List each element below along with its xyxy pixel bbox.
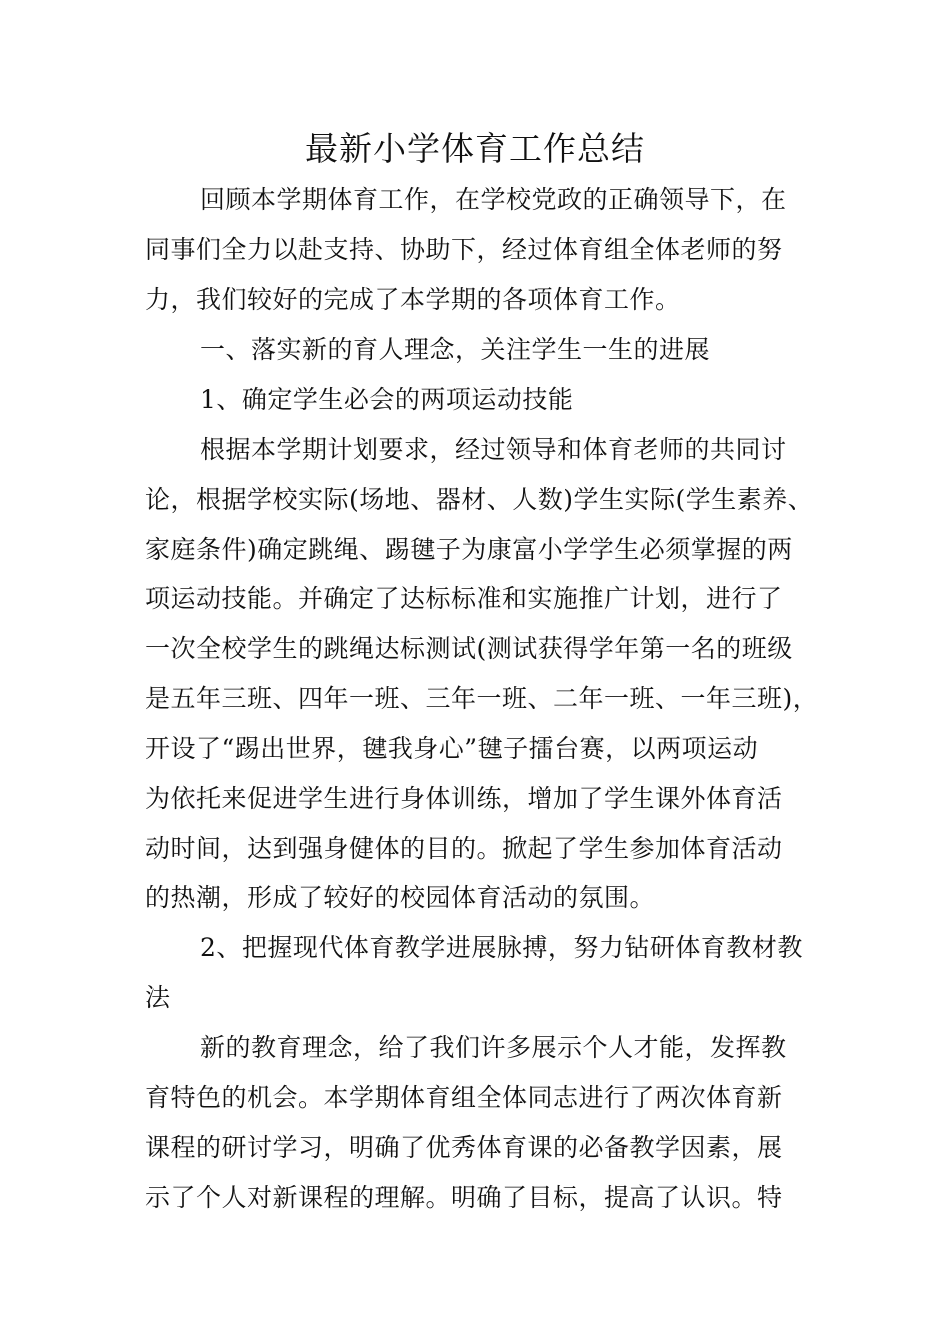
- subsection-heading-continued: 法: [145, 983, 171, 1012]
- subsection-heading: 1、确定学生必会的两项运动技能: [200, 385, 574, 414]
- paragraph-line: 育特色的机会。本学期体育组全体同志进行了两次体育新: [145, 1083, 783, 1112]
- subsection-heading: 2、把握现代体育教学进展脉搏，努力钻研体育教材教: [200, 933, 803, 962]
- section-heading: 一、落实新的育人理念，关注学生一生的进展: [200, 335, 711, 364]
- paragraph-line: 示了个人对新课程的理解。明确了目标，提高了认识。特: [145, 1183, 783, 1212]
- paragraph-line: 项运动技能。并确定了达标标准和实施推广计划，进行了: [145, 584, 783, 613]
- paragraph-line: 论，根据学校实际(场地、器材、人数)学生实际(学生素养、: [145, 485, 814, 514]
- paragraph-line: 回顾本学期体育工作，在学校党政的正确领导下，在: [200, 185, 787, 214]
- paragraph-line: 是五年三班、四年一班、三年一班、二年一班、一年三班)，: [145, 684, 819, 713]
- paragraph-line: 开设了“踢出世界，毽我身心”毽子擂台赛，以两项运动: [145, 734, 759, 763]
- paragraph-line: 的热潮，形成了较好的校园体育活动的氛围。: [145, 883, 656, 912]
- paragraph-line: 根据本学期计划要求，经过领导和体育老师的共同讨: [200, 435, 787, 464]
- paragraph-line: 课程的研讨学习，明确了优秀体育课的必备教学因素，展: [145, 1133, 783, 1162]
- paragraph-line: 新的教育理念，给了我们许多展示个人才能，发挥教: [200, 1033, 787, 1062]
- paragraph-line: 家庭条件)确定跳绳、踢毽子为康富小学学生必须掌握的两: [145, 535, 793, 564]
- paragraph-line: 一次全校学生的跳绳达标测试(测试获得学年第一名的班级: [145, 634, 793, 663]
- paragraph-line: 力，我们较好的完成了本学期的各项体育工作。: [145, 285, 681, 314]
- paragraph-line: 动时间，达到强身健体的目的。掀起了学生参加体育活动: [145, 834, 783, 863]
- document-title: 最新小学体育工作总结: [305, 129, 645, 168]
- paragraph-line: 为依托来促进学生进行身体训练，增加了学生课外体育活: [145, 784, 783, 813]
- paragraph-line: 同事们全力以赴支持、协助下，经过体育组全体老师的努: [145, 235, 783, 264]
